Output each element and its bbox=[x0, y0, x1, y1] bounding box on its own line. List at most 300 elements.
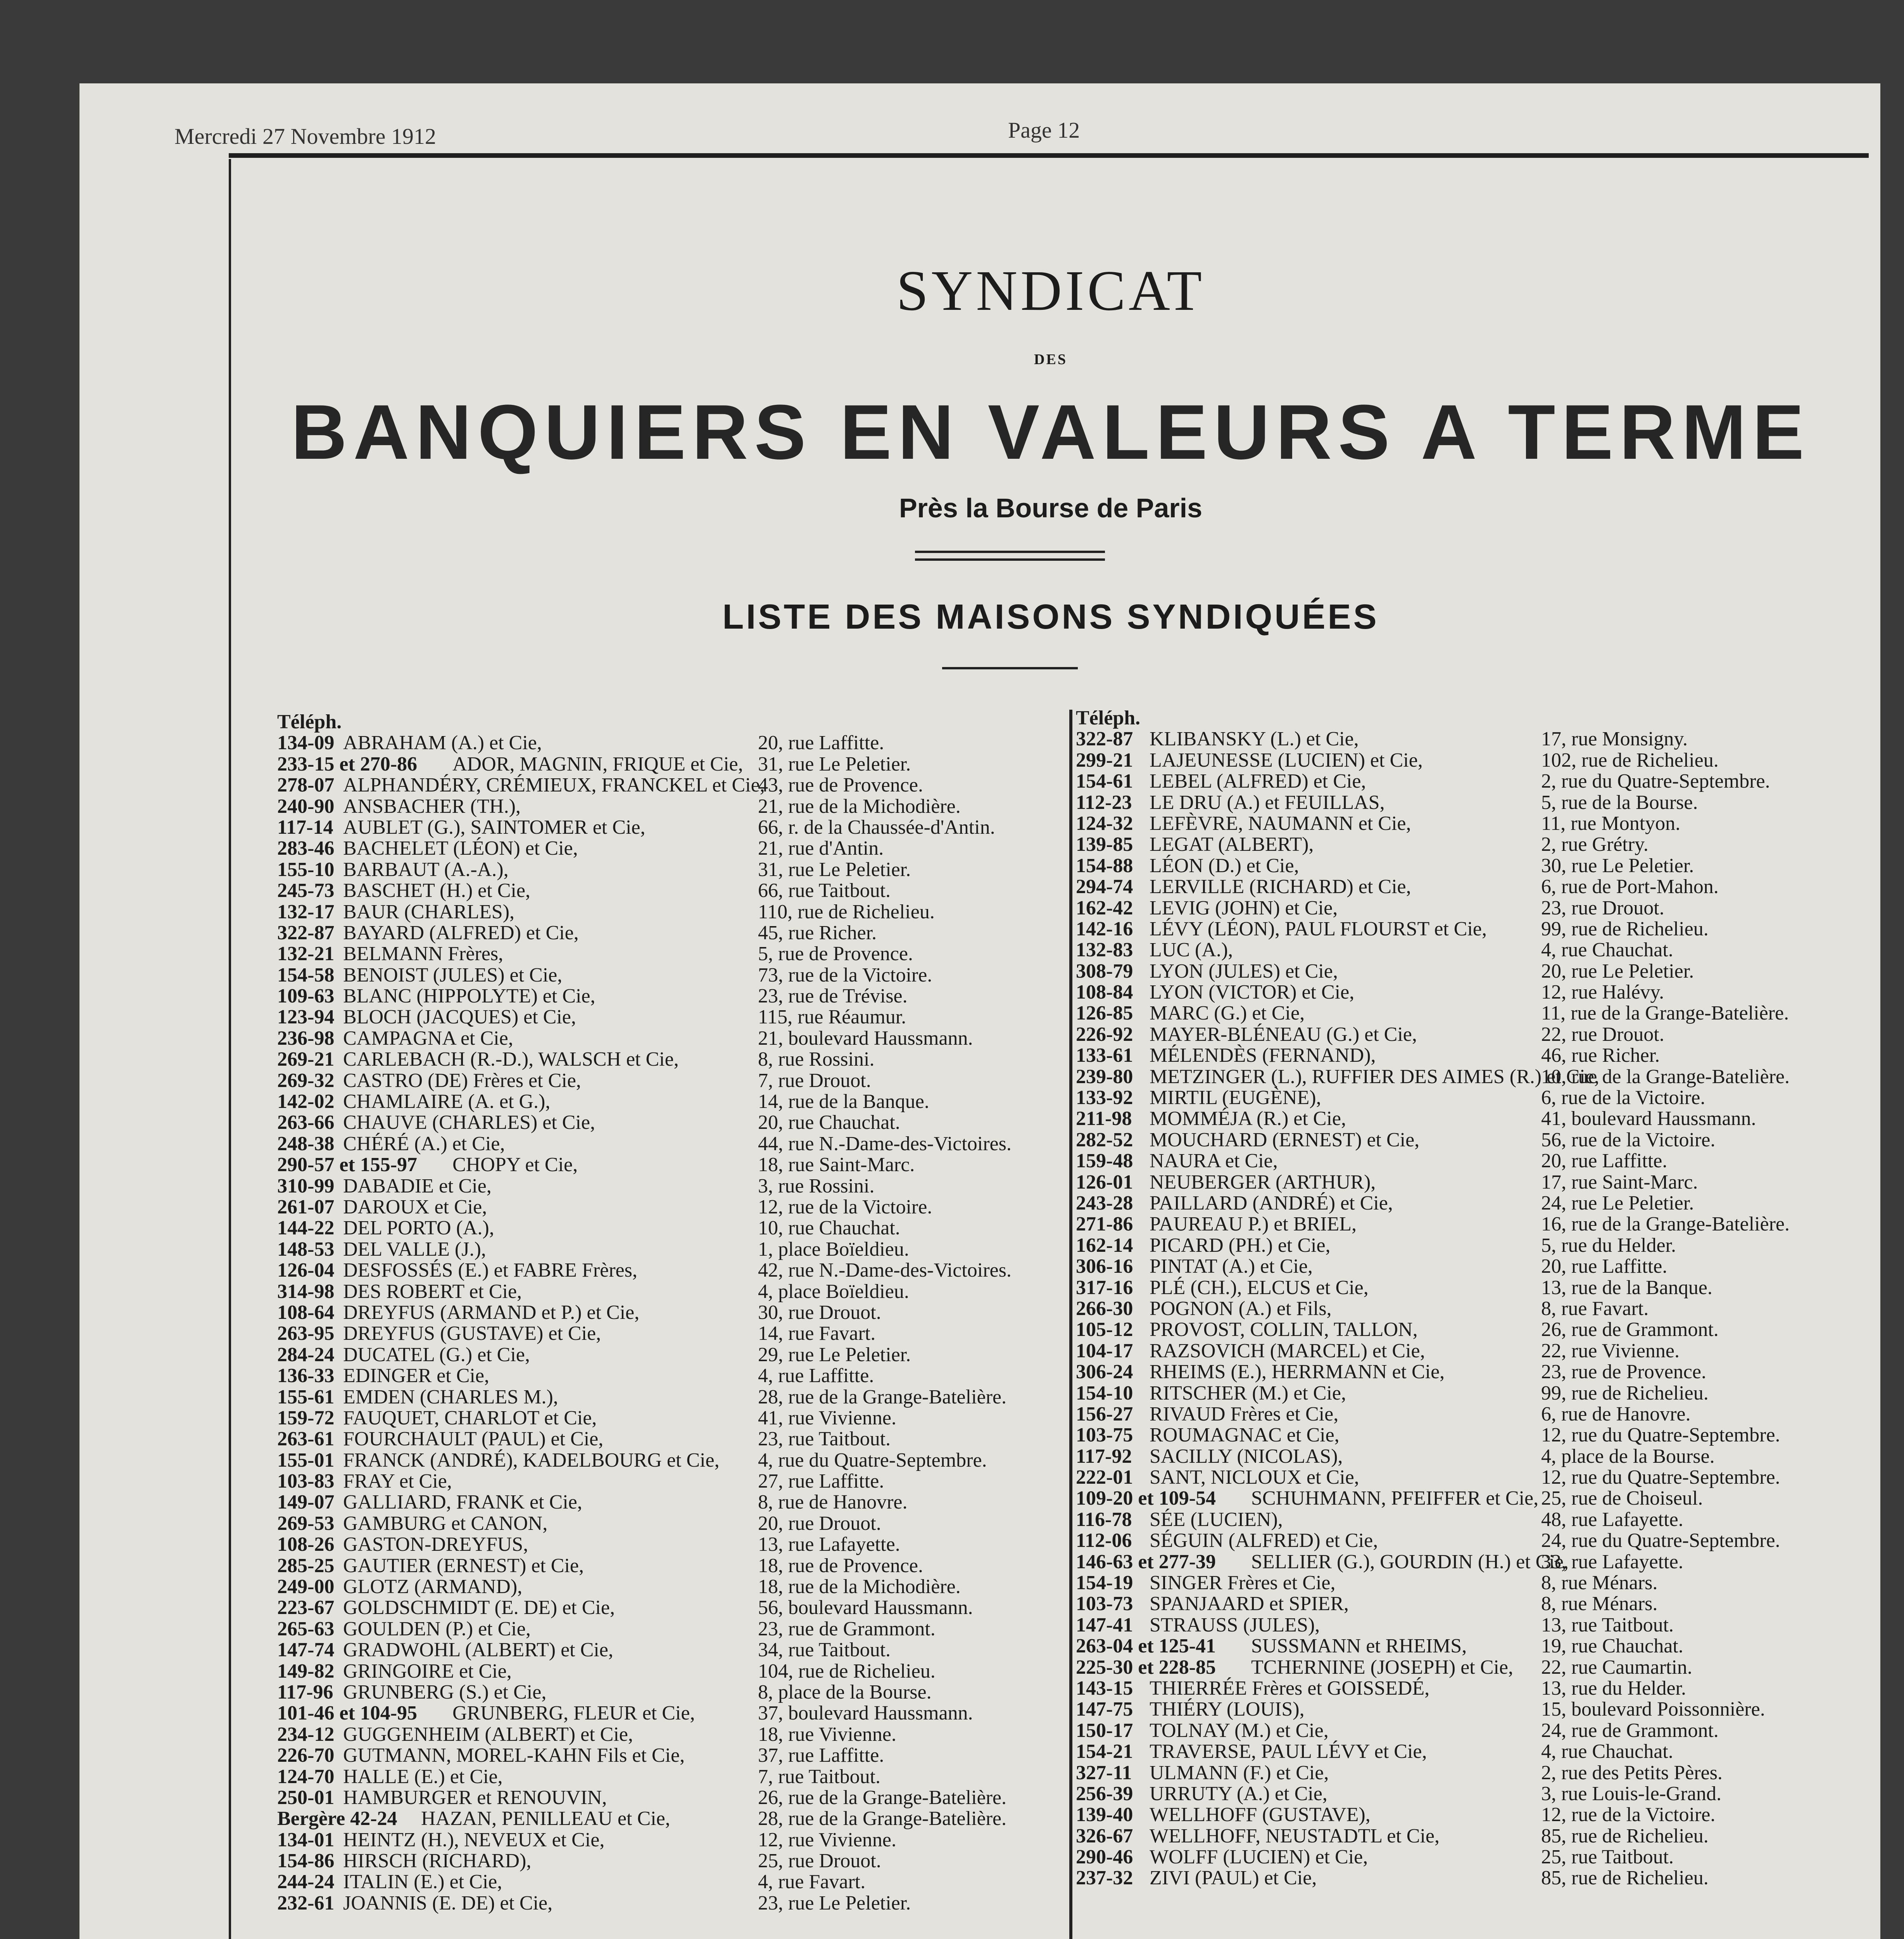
entry-name: GOLDSCHMIDT (E. DE) et Cie, bbox=[343, 1597, 615, 1619]
list-item bbox=[277, 838, 1064, 859]
entry-telephone: 105-12 bbox=[1076, 1319, 1133, 1341]
entry-name: GOULDEN (P.) et Cie, bbox=[343, 1618, 531, 1640]
entry-name: ALPHANDÉRY, CRÉMIEUX, FRANCKEL et Cie, bbox=[343, 774, 765, 797]
entry-address: 12, rue du Quatre-Septembre. bbox=[1541, 1424, 1780, 1446]
entry-name: WELLHOFF (GUSTAVE), bbox=[1150, 1804, 1371, 1826]
entry-address: 66, r. de la Chaussée-d'Antin. bbox=[758, 816, 995, 838]
entry-address: 26, rue de la Grange-Batelière. bbox=[758, 1786, 1007, 1809]
entry-name: CHAMLAIRE (A. et G.), bbox=[343, 1090, 551, 1113]
entry-address: 115, rue Réaumur. bbox=[758, 1006, 906, 1028]
entry-address: 7, rue Drouot. bbox=[758, 1069, 871, 1092]
list-item bbox=[277, 1661, 1064, 1682]
entry-telephone: 117-14 bbox=[277, 816, 333, 838]
entry-address: 26, rue de Grammont. bbox=[1541, 1319, 1719, 1341]
entry-address: 3, rue Louis-le-Grand. bbox=[1541, 1782, 1721, 1805]
entry-telephone: 239-80 bbox=[1076, 1065, 1133, 1088]
list-item bbox=[1076, 961, 1875, 982]
entry-address: 24, rue de Grammont. bbox=[1541, 1719, 1719, 1742]
entry-name: GRADWOHL (ALBERT) et Cie, bbox=[343, 1639, 613, 1661]
entry-telephone: 136-33 bbox=[277, 1365, 335, 1387]
entry-name: THIERRÉE Frères et GOISSEDÉ, bbox=[1150, 1677, 1430, 1699]
list-item bbox=[1076, 1847, 1875, 1868]
entry-address: 20, rue Laffitte. bbox=[1541, 1255, 1668, 1278]
entry-address: 34, rue Taitbout. bbox=[758, 1639, 891, 1661]
list-item bbox=[277, 1492, 1064, 1513]
entry-address: 4, rue Chauchat. bbox=[1541, 939, 1673, 961]
entry-address: 22, rue Caumartin. bbox=[1541, 1656, 1692, 1678]
entry-address: 23, rue de Grammont. bbox=[758, 1618, 936, 1640]
entry-telephone: 232-61 bbox=[277, 1892, 335, 1914]
entry-telephone: 233-15 et 270-86 bbox=[277, 753, 418, 775]
list-item bbox=[1076, 1151, 1875, 1172]
entry-name: BLANC (HIPPOLYTE) et Cie, bbox=[343, 985, 596, 1008]
entry-telephone: 112-06 bbox=[1076, 1529, 1132, 1552]
entry-telephone: 250-01 bbox=[277, 1786, 335, 1809]
entry-address: 25, rue Drouot. bbox=[758, 1850, 881, 1872]
entry-telephone: 149-07 bbox=[277, 1491, 335, 1514]
column-separator bbox=[1069, 710, 1072, 1939]
entry-telephone: 317-16 bbox=[1076, 1276, 1133, 1299]
entry-telephone: 310-99 bbox=[277, 1175, 335, 1197]
entry-telephone: 290-46 bbox=[1076, 1846, 1133, 1868]
entry-name: MÉLENDÈS (FERNAND), bbox=[1150, 1044, 1376, 1067]
entry-telephone: 142-02 bbox=[277, 1090, 335, 1113]
entry-address: 4, rue Favart. bbox=[758, 1871, 866, 1893]
list-item bbox=[1076, 1256, 1875, 1277]
entry-telephone: 243-28 bbox=[1076, 1192, 1133, 1214]
list-item bbox=[277, 1682, 1064, 1703]
list-item bbox=[277, 1808, 1064, 1829]
title-syndicat: SYNDICAT bbox=[896, 259, 1205, 323]
list-item bbox=[1076, 1045, 1875, 1066]
entry-address: 23, rue de Provence. bbox=[1541, 1361, 1706, 1383]
list-item bbox=[277, 1112, 1064, 1133]
entry-telephone: 108-84 bbox=[1076, 981, 1133, 1004]
entry-address: 22, rue Drouot. bbox=[1541, 1023, 1664, 1046]
list-item bbox=[1076, 1130, 1875, 1151]
entry-telephone: 162-14 bbox=[1076, 1234, 1133, 1256]
entry-name: MIRTIL (EUGÈNE), bbox=[1150, 1087, 1321, 1109]
entry-address: 15, boulevard Poissonnière. bbox=[1541, 1698, 1765, 1721]
list-item bbox=[277, 1893, 1064, 1914]
list-item bbox=[277, 1429, 1064, 1450]
list-item bbox=[277, 1555, 1064, 1576]
entry-telephone: 103-75 bbox=[1076, 1424, 1133, 1446]
header-rule bbox=[229, 153, 1869, 158]
entry-address: 44, rue N.-Dame-des-Victoires. bbox=[758, 1132, 1012, 1155]
entry-telephone: 244-24 bbox=[277, 1871, 335, 1893]
list-item bbox=[1076, 1615, 1875, 1636]
list-item bbox=[1076, 1593, 1875, 1614]
list-item bbox=[1076, 1087, 1875, 1108]
entry-address: 43, rue de Provence. bbox=[758, 774, 923, 797]
title-rule-double bbox=[915, 551, 1105, 553]
entry-name: LEFÈVRE, NAUMANN et Cie, bbox=[1150, 812, 1411, 835]
entry-telephone: 134-09 bbox=[277, 732, 335, 754]
list-item bbox=[1076, 813, 1875, 834]
title-rule-double bbox=[915, 558, 1105, 561]
entry-address: 85, rue de Richelieu. bbox=[1541, 1825, 1709, 1847]
entry-address: 31, rue Le Peletier. bbox=[758, 753, 911, 775]
list-item bbox=[1076, 1024, 1875, 1045]
entry-address: 66, rue Taitbout. bbox=[758, 880, 891, 902]
entry-name: GRINGOIRE et Cie, bbox=[343, 1660, 512, 1682]
entry-telephone: 154-19 bbox=[1076, 1572, 1133, 1594]
list-item bbox=[1076, 1341, 1875, 1362]
entry-telephone: 134-01 bbox=[277, 1828, 335, 1851]
list-item bbox=[1076, 1425, 1875, 1446]
entry-telephone: 322-87 bbox=[1076, 728, 1133, 750]
entry-name: GRUNBERG, FLEUR et Cie, bbox=[452, 1702, 695, 1725]
entry-name: RIVAUD Frères et Cie, bbox=[1150, 1403, 1339, 1425]
entry-address: 24, rue du Quatre-Septembre. bbox=[1541, 1529, 1780, 1552]
entry-name: RAZSOVICH (MARCEL) et Cie, bbox=[1150, 1339, 1425, 1362]
list-item bbox=[1076, 1235, 1875, 1256]
entry-address: 99, rue de Richelieu. bbox=[1541, 1382, 1709, 1404]
entry-name: LYON (VICTOR) et Cie, bbox=[1150, 981, 1355, 1004]
list-item bbox=[1076, 1404, 1875, 1425]
entry-address: 13, rue Taitbout. bbox=[1541, 1614, 1674, 1636]
entry-name: DREYFUS (ARMAND et P.) et Cie, bbox=[343, 1301, 640, 1324]
list-item bbox=[1076, 771, 1875, 792]
entry-name: NEUBERGER (ARTHUR), bbox=[1150, 1171, 1376, 1193]
entry-telephone: 263-61 bbox=[277, 1428, 335, 1450]
entry-name: BARBAUT (A.-A.), bbox=[343, 858, 509, 881]
entry-telephone: 150-17 bbox=[1076, 1719, 1133, 1742]
entry-telephone: 263-04 et 125-41 bbox=[1076, 1635, 1216, 1657]
entry-telephone: 159-48 bbox=[1076, 1150, 1133, 1172]
list-item bbox=[1076, 1868, 1875, 1889]
entry-address: 4, place Boïeldieu. bbox=[758, 1280, 909, 1303]
list-item bbox=[277, 1576, 1064, 1597]
entry-telephone: 154-88 bbox=[1076, 854, 1133, 877]
entry-telephone: 222-01 bbox=[1076, 1466, 1133, 1489]
entry-telephone: 144-22 bbox=[277, 1217, 335, 1239]
entry-name: DESFOSSÉS (E.) et FABRE Frères, bbox=[343, 1259, 637, 1282]
entry-address: 11, rue Montyon. bbox=[1541, 812, 1681, 835]
entry-address: 12, rue de la Victoire. bbox=[758, 1196, 932, 1218]
entry-address: 12, rue de la Victoire. bbox=[1541, 1804, 1716, 1826]
entry-address: 4, rue Laffitte. bbox=[758, 1365, 874, 1387]
entry-name: HAZAN, PENILLEAU et Cie, bbox=[421, 1808, 670, 1830]
list-item bbox=[1076, 1678, 1875, 1699]
entry-address: 102, rue de Richelieu. bbox=[1541, 749, 1719, 771]
entry-address: 2, rue du Quatre-Septembre. bbox=[1541, 770, 1770, 793]
list-item bbox=[277, 880, 1064, 901]
list-item bbox=[277, 775, 1064, 796]
entry-name: FRANCK (ANDRÉ), KADELBOURG et Cie, bbox=[343, 1449, 720, 1471]
entry-name: PINTAT (A.) et Cie, bbox=[1150, 1255, 1313, 1278]
entry-name: PLÉ (CH.), ELCUS et Cie, bbox=[1150, 1276, 1369, 1299]
entry-address: 24, rue Le Peletier. bbox=[1541, 1192, 1694, 1214]
list-item bbox=[1076, 1699, 1875, 1720]
entry-name: GLOTZ (ARMAND), bbox=[343, 1576, 523, 1598]
entry-telephone: 142-16 bbox=[1076, 918, 1133, 940]
list-item bbox=[277, 1154, 1064, 1175]
list-item bbox=[277, 986, 1064, 1007]
entry-telephone: 149-82 bbox=[277, 1660, 335, 1682]
entry-address: 21, boulevard Haussmann. bbox=[758, 1027, 973, 1049]
entry-telephone: 133-92 bbox=[1076, 1087, 1133, 1109]
list-item bbox=[1076, 1277, 1875, 1298]
entry-address: 5, rue de Provence. bbox=[758, 943, 913, 965]
entry-telephone: 112-23 bbox=[1076, 791, 1132, 814]
entry-address: 17, rue Monsigny. bbox=[1541, 728, 1688, 750]
entry-address: 8, rue Favart. bbox=[1541, 1297, 1649, 1320]
entry-address: 6, rue de Hanovre. bbox=[1541, 1403, 1691, 1425]
entry-address: 23, rue Drouot. bbox=[1541, 897, 1664, 919]
list-item bbox=[1076, 1763, 1875, 1783]
title-banquiers: BANQUIERS EN VALEURS A TERME bbox=[291, 389, 1811, 475]
entry-name: POGNON (A.) et Fils, bbox=[1150, 1297, 1332, 1320]
list-item bbox=[277, 1597, 1064, 1618]
entry-telephone: 116-78 bbox=[1076, 1508, 1132, 1531]
entry-address: 14, rue de la Banque. bbox=[758, 1090, 929, 1113]
entry-telephone: 117-92 bbox=[1076, 1445, 1132, 1467]
section-heading-liste: LISTE DES MAISONS SYNDIQUÉES bbox=[722, 598, 1379, 636]
list-item bbox=[1076, 1530, 1875, 1551]
entry-telephone: 139-85 bbox=[1076, 833, 1133, 856]
entry-address: 48, rue Lafayette. bbox=[1541, 1508, 1683, 1531]
list-item bbox=[277, 733, 1064, 753]
entry-address: 13, rue Lafayette. bbox=[758, 1533, 900, 1556]
entry-name: LAJEUNESSE (LUCIEN) et Cie, bbox=[1150, 749, 1423, 771]
list-item bbox=[277, 965, 1064, 986]
entry-telephone: 284-24 bbox=[277, 1343, 335, 1366]
entry-name: LEGAT (ALBERT), bbox=[1150, 833, 1314, 856]
entry-address: 41, rue Vivienne. bbox=[758, 1407, 896, 1429]
entry-name: CAMPAGNA et Cie, bbox=[343, 1027, 513, 1049]
entry-telephone: 109-20 et 109-54 bbox=[1076, 1487, 1216, 1510]
entry-telephone: 314-98 bbox=[277, 1280, 335, 1303]
entry-address: 23, rue Le Peletier. bbox=[758, 1892, 911, 1914]
entry-address: 3, rue Rossini. bbox=[758, 1175, 875, 1197]
entry-name: URRUTY (A.) et Cie, bbox=[1150, 1782, 1327, 1805]
entry-address: 73, rue de la Victoire. bbox=[758, 964, 932, 986]
entry-name: NAURA et Cie, bbox=[1150, 1150, 1278, 1172]
list-item bbox=[1076, 1066, 1875, 1087]
entry-telephone: 261-07 bbox=[277, 1196, 335, 1218]
entry-address: 8, place de la Bourse. bbox=[758, 1681, 932, 1703]
list-item bbox=[277, 1260, 1064, 1281]
entry-address: 20, rue Laffitte. bbox=[758, 732, 884, 754]
entry-telephone: 101-46 et 104-95 bbox=[277, 1702, 418, 1725]
entry-name: MOMMÉJA (R.) et Cie, bbox=[1150, 1108, 1346, 1130]
entry-address: 1, place Boïeldieu. bbox=[758, 1238, 909, 1260]
tel-header: Téléph. bbox=[1076, 707, 1141, 729]
list-item bbox=[1076, 1383, 1875, 1404]
entry-name: PAILLARD (ANDRÉ) et Cie, bbox=[1150, 1192, 1393, 1214]
entry-address: 85, rue de Richelieu. bbox=[1541, 1867, 1709, 1889]
entry-name: JOANNIS (E. DE) et Cie, bbox=[343, 1892, 553, 1914]
list-item bbox=[277, 1408, 1064, 1429]
list-item bbox=[1076, 1509, 1875, 1530]
entry-name: SÉGUIN (ALFRED) et Cie, bbox=[1150, 1529, 1378, 1552]
entry-name: MARC (G.) et Cie, bbox=[1150, 1002, 1305, 1025]
entry-telephone: 154-10 bbox=[1076, 1382, 1133, 1404]
entry-telephone: 117-96 bbox=[277, 1681, 333, 1703]
entry-address: 37, boulevard Haussmann. bbox=[758, 1702, 973, 1725]
entry-name: ITALIN (E.) et Cie, bbox=[343, 1871, 502, 1893]
entry-address: 56, boulevard Haussmann. bbox=[758, 1597, 973, 1619]
list-item bbox=[277, 817, 1064, 838]
entry-name: BAUR (CHARLES), bbox=[343, 900, 515, 923]
entry-name: GUTMANN, MOREL-KAHN Fils et Cie, bbox=[343, 1744, 685, 1767]
entry-telephone: 108-64 bbox=[277, 1301, 335, 1324]
entry-name: KLIBANSKY (L.) et Cie, bbox=[1150, 728, 1359, 750]
entry-name: AUBLET (G.), SAINTOMER et Cie, bbox=[343, 816, 646, 838]
entry-name: HEINTZ (H.), NEVEUX et Cie, bbox=[343, 1828, 605, 1851]
list-item bbox=[277, 1450, 1064, 1471]
entry-name: DEL PORTO (A.), bbox=[343, 1217, 494, 1239]
list-item bbox=[1076, 1467, 1875, 1488]
entry-telephone: 154-61 bbox=[1076, 770, 1133, 793]
list-item bbox=[1076, 1172, 1875, 1193]
entry-name: BENOIST (JULES) et Cie, bbox=[343, 964, 563, 986]
list-item bbox=[277, 796, 1064, 817]
entry-address: 20, rue Laffitte. bbox=[1541, 1150, 1668, 1172]
entry-address: 17, rue Saint-Marc. bbox=[1541, 1171, 1698, 1193]
entry-telephone: 283-46 bbox=[277, 837, 335, 860]
entry-telephone: 124-70 bbox=[277, 1765, 335, 1788]
list-item bbox=[277, 1766, 1064, 1787]
header-page-number: Page 12 bbox=[1008, 118, 1080, 143]
list-item bbox=[1076, 1298, 1875, 1319]
entry-name: MOUCHARD (ERNEST) et Cie, bbox=[1150, 1128, 1420, 1151]
entry-address: 45, rue Richer. bbox=[758, 921, 877, 944]
entry-name: CHAUVE (CHARLES) et Cie, bbox=[343, 1111, 595, 1134]
entry-telephone: 155-01 bbox=[277, 1449, 335, 1471]
list-item bbox=[1076, 1446, 1875, 1467]
entry-address: 5, rue du Helder. bbox=[1541, 1234, 1676, 1256]
list-item bbox=[277, 1703, 1064, 1724]
list-item bbox=[1076, 876, 1875, 897]
entry-telephone: 132-17 bbox=[277, 900, 335, 923]
entry-address: 27, rue Laffitte. bbox=[758, 1470, 884, 1493]
entry-address: 6, rue de la Victoire. bbox=[1541, 1087, 1705, 1109]
entry-telephone: 147-41 bbox=[1076, 1614, 1133, 1636]
entry-address: 56, rue de la Victoire. bbox=[1541, 1128, 1716, 1151]
entry-telephone: 248-38 bbox=[277, 1132, 335, 1155]
list-item bbox=[277, 1619, 1064, 1640]
list-item bbox=[277, 1471, 1064, 1492]
entry-telephone: 132-83 bbox=[1076, 939, 1133, 961]
list-item bbox=[277, 1513, 1064, 1534]
entry-telephone: 126-01 bbox=[1076, 1171, 1133, 1193]
entry-telephone: 146-63 et 277-39 bbox=[1076, 1550, 1216, 1573]
entry-address: 18, rue de la Michodière. bbox=[758, 1576, 961, 1598]
entry-name: LEBEL (ALFRED) et Cie, bbox=[1150, 770, 1366, 793]
entry-address: 12, rue Halévy. bbox=[1541, 981, 1664, 1004]
entry-name: ADOR, MAGNIN, FRIQUE et Cie, bbox=[452, 753, 743, 775]
list-item bbox=[277, 1365, 1064, 1386]
entry-telephone: 143-15 bbox=[1076, 1677, 1133, 1699]
list-item bbox=[1076, 834, 1875, 855]
entry-name: SCHUHMANN, PFEIFFER et Cie, bbox=[1251, 1487, 1539, 1510]
entry-address: 8, rue Ménars. bbox=[1541, 1572, 1658, 1594]
list-item bbox=[277, 1176, 1064, 1197]
entry-telephone: 226-92 bbox=[1076, 1023, 1133, 1046]
entry-name: LE DRU (A.) et FEUILLAS, bbox=[1150, 791, 1385, 814]
entry-address: 16, rue de la Grange-Batelière. bbox=[1541, 1213, 1790, 1236]
list-item bbox=[1076, 1488, 1875, 1509]
left-entry-list bbox=[277, 733, 1064, 1914]
list-item bbox=[277, 1070, 1064, 1091]
entry-telephone: Bergère 42-24 bbox=[277, 1808, 397, 1830]
entry-name: TCHERNINE (JOSEPH) et Cie, bbox=[1251, 1656, 1513, 1678]
entry-address: 11, rue de la Grange-Batelière. bbox=[1541, 1002, 1789, 1025]
entry-address: 25, rue de Choiseul. bbox=[1541, 1487, 1703, 1510]
entry-telephone: 290-57 et 155-97 bbox=[277, 1154, 418, 1176]
entry-telephone: 108-26 bbox=[277, 1533, 335, 1556]
entry-name: GAMBURG et CANON, bbox=[343, 1512, 548, 1535]
entry-address: 22, rue Vivienne. bbox=[1541, 1339, 1680, 1362]
entry-address: 21, rue de la Michodière. bbox=[758, 795, 961, 817]
entry-name: SELLIER (G.), GOURDIN (H.) et Cie, bbox=[1251, 1550, 1569, 1573]
list-item bbox=[1076, 750, 1875, 771]
entry-name: PROVOST, COLLIN, TALLON, bbox=[1150, 1319, 1418, 1341]
entry-name: TRAVERSE, PAUL LÉVY et Cie, bbox=[1150, 1740, 1427, 1763]
entry-address: 25, rue Taitbout. bbox=[1541, 1846, 1674, 1868]
entry-name: TOLNAY (M.) et Cie, bbox=[1150, 1719, 1329, 1742]
list-item bbox=[277, 1323, 1064, 1344]
entry-telephone: 124-32 bbox=[1076, 812, 1133, 835]
list-item bbox=[277, 1007, 1064, 1028]
list-item bbox=[277, 754, 1064, 775]
entry-telephone: 269-32 bbox=[277, 1069, 335, 1092]
list-item bbox=[277, 859, 1064, 880]
entry-name: DAROUX et Cie, bbox=[343, 1196, 487, 1218]
entry-telephone: 147-75 bbox=[1076, 1698, 1133, 1721]
entry-name: BELMANN Frères, bbox=[343, 943, 504, 965]
entry-name: RITSCHER (M.) et Cie, bbox=[1150, 1382, 1346, 1404]
entry-telephone: 322-87 bbox=[277, 921, 335, 944]
header-date: Mercredi 27 Novembre 1912 bbox=[174, 124, 436, 149]
entry-address: 5, rue de la Bourse. bbox=[1541, 791, 1698, 814]
entry-address: 10, rue de la Grange-Batelière. bbox=[1541, 1065, 1790, 1088]
entry-telephone: 237-32 bbox=[1076, 1867, 1133, 1889]
list-item bbox=[1076, 1720, 1875, 1741]
entry-name: CASTRO (DE) Frères et Cie, bbox=[343, 1069, 581, 1092]
entry-address: 13, rue du Helder. bbox=[1541, 1677, 1686, 1699]
entry-telephone: 155-61 bbox=[277, 1386, 335, 1408]
entry-address: 20, rue Le Peletier. bbox=[1541, 960, 1694, 982]
entry-address: 6, rue de Port-Mahon. bbox=[1541, 876, 1719, 898]
entry-name: EMDEN (CHARLES M.), bbox=[343, 1386, 558, 1408]
list-item bbox=[1076, 1108, 1875, 1129]
entry-address: 2, rue des Petits Pères. bbox=[1541, 1761, 1723, 1784]
list-item bbox=[277, 1281, 1064, 1302]
entry-name: LUC (A.), bbox=[1150, 939, 1233, 961]
list-item bbox=[277, 1534, 1064, 1555]
entry-address: 4, rue du Quatre-Septembre. bbox=[758, 1449, 987, 1471]
entry-telephone: 265-63 bbox=[277, 1618, 335, 1640]
entry-name: SUSSMANN et RHEIMS, bbox=[1251, 1635, 1467, 1657]
entry-name: WOLFF (LUCIEN) et Cie, bbox=[1150, 1846, 1368, 1868]
entry-telephone: 306-16 bbox=[1076, 1255, 1133, 1278]
entry-name: CHÉRÉ (A.) et Cie, bbox=[343, 1132, 505, 1155]
entry-name: METZINGER (L.), RUFFIER DES AIMES (R.) et Cie, bbox=[1150, 1065, 1599, 1088]
entry-name: SPANJAARD et SPIER, bbox=[1150, 1593, 1349, 1615]
list-item bbox=[1076, 1193, 1875, 1214]
entry-telephone: 282-52 bbox=[1076, 1128, 1133, 1151]
entry-telephone: 223-67 bbox=[277, 1597, 335, 1619]
right-entry-list bbox=[1076, 729, 1875, 1889]
subtitle-bourse: Près la Bourse de Paris bbox=[899, 493, 1203, 523]
entry-telephone: 269-21 bbox=[277, 1048, 335, 1071]
entry-address: 8, rue Ménars. bbox=[1541, 1593, 1658, 1615]
list-item bbox=[1076, 792, 1875, 813]
